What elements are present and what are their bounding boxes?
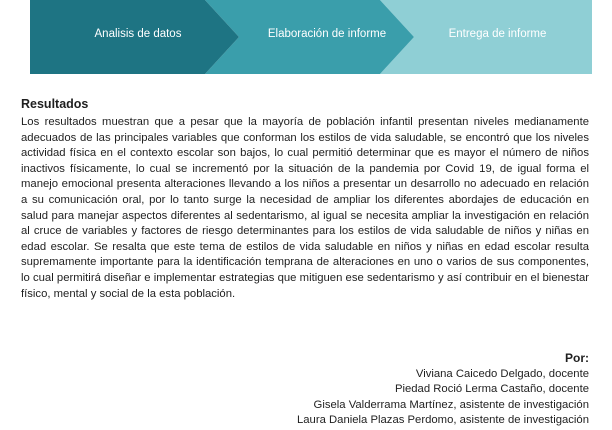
- results-paragraph: Los resultados muestran que a pesar que la mayoría de población infantil presentan niveles medianamente adecuados de las principales variables que conforman los estilos de vida saludable, se encontró que los niveles actividad física en el contexto escolar son bajos, lo cual permitió determinar que es mayor el número de niños inactivos físicamente, lo cual se incrementó por la situación de la pandemia por Covid 19, de igual forma el manejo emocional presenta alteraciones llevando a los niños a presentar un desarrollo no adecuado en relación a su comunicación oral, por lo tanto surge la necesidad de ampliar los diferentes abordajes de educación en salud para manejar aspectos diferentes al sedentarismo, al igual se necesita ampliar la investigación en relación al cruce de variables y factores de riesgo determinantes para los estilos de vida saludable de niños y niñas en edad escolar. Se resalta que este tema de estilos de vida saludable en niños y niñas en edad escolar resulta supremamente importante para la identificación temprana de alteraciones en uno o varios de sus componentes, lo cual permitirá diseñar e implementar estrategias que mitiguen ese sedentarismo y así contribuir en el bienestar físico, mental y social de la esta población.: [21, 116, 589, 300]
- author-line: Gisela Valderrama Martínez, asistente de investigación: [313, 398, 589, 411]
- author-line: Laura Daniela Plazas Perdomo, asistente de investigación: [296, 414, 589, 427]
- step-label-elaboracion: Elaboración de informe: [267, 28, 387, 40]
- authors-block: [297, 351, 589, 429]
- author-line: Viviana Caicedo Delgado, docente: [415, 367, 589, 380]
- step-label-analisis: Analisis de datos: [94, 28, 182, 40]
- authors-by-label: Por:: [565, 351, 589, 365]
- results-heading: Resultados: [21, 97, 89, 111]
- step-label-entrega: Entrega de informe: [448, 28, 547, 40]
- process-chevron-bar: [30, 0, 592, 74]
- author-line: Piedad Roció Lerma Castaño, docente: [394, 383, 589, 396]
